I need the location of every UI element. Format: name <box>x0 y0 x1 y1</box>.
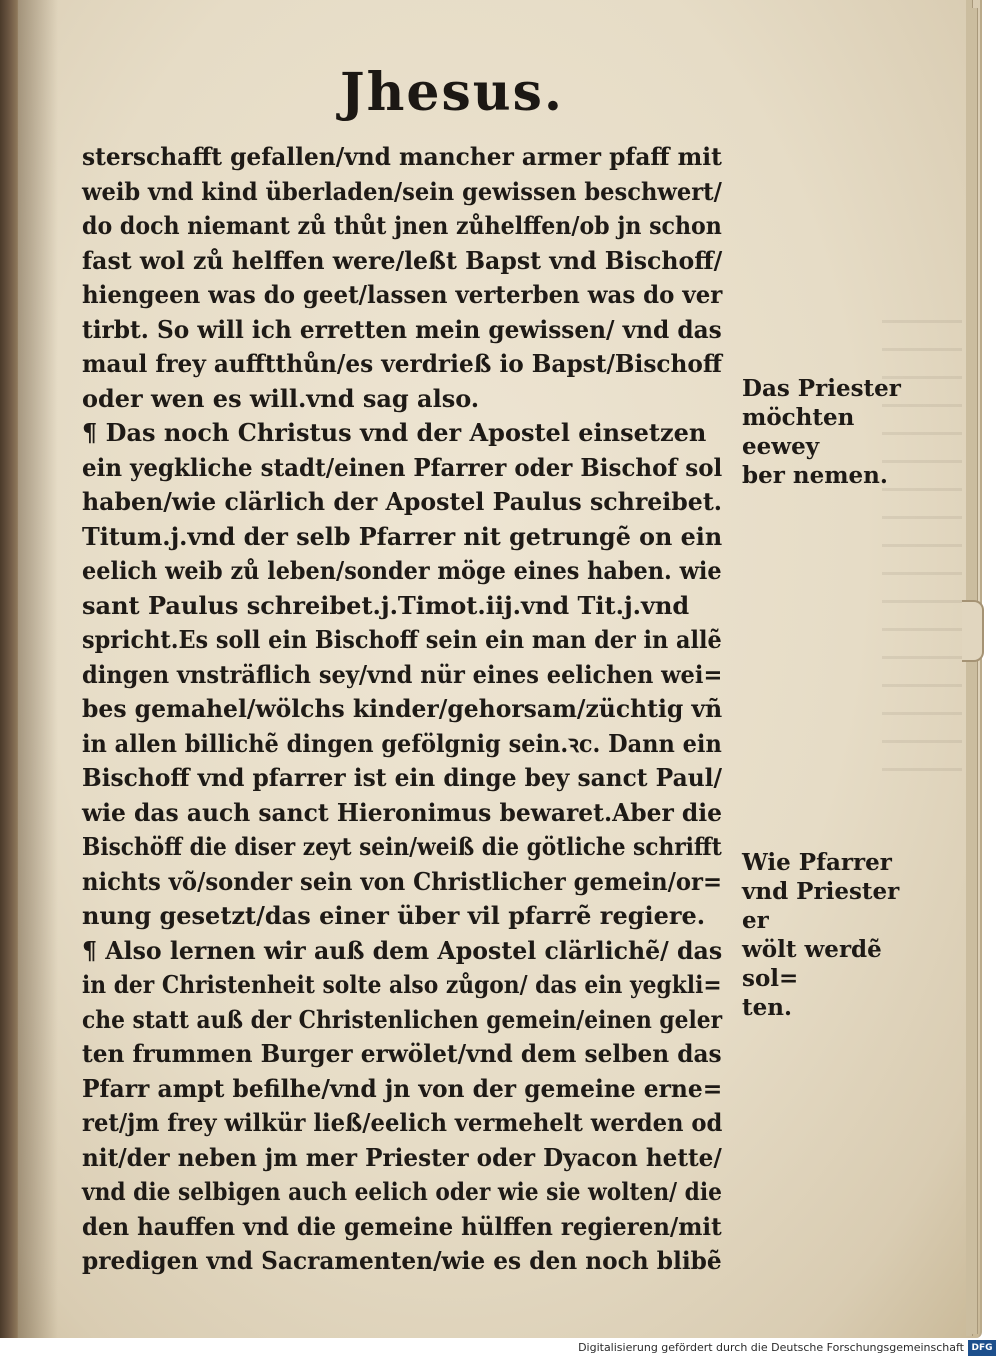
text-line: in der Christenheit solte also zůgon/ das ein yegkli= <box>82 970 722 999</box>
text-line: che statt auß der Christenlichen gemein/einen geler <box>82 1004 723 1034</box>
page-tab-marker <box>962 600 984 662</box>
marginal-note-line: vnd Priester er <box>742 878 900 934</box>
dfg-logo: DFG <box>968 1340 996 1356</box>
text-line: fast wol zů helffen were/leßt Bapst vnd Bischoff/ <box>82 245 723 275</box>
text-line: ten frummen Burger erwölet/vnd dem selben das <box>82 1039 722 1068</box>
text-line: maul frey aufftthůn/es verdrieß io Bapst/Bischoff <box>82 349 722 378</box>
text-line: oder wen es will.vnd sag also. <box>82 383 480 413</box>
text-line: eelich weib zů leben/sonder möge eines haben. wie <box>82 556 722 585</box>
text-line: spricht.Es soll ein Bischoff sein ein man der in allẽ <box>82 625 722 654</box>
marginal-note-line: wölt werdẽ sol= <box>742 936 882 992</box>
text-line: Bischoff vnd pfarrer ist ein dinge bey sanct Paul/ <box>82 763 723 792</box>
text-line: ¶ Das noch Christus vnd der Apostel einsetzen <box>82 418 707 447</box>
text-line: sant Paulus schreibet.j.Timot.iij.vnd Tit.j.vnd <box>82 590 690 620</box>
text-line: ret/jm frey wilkür ließ/eelich vermehelt werden od <box>82 1108 723 1137</box>
text-line: ein yegkliche stadt/einen Pfarrer oder Bischof sol <box>82 452 723 482</box>
text-line: dingen vnsträflich sey/vnd nür eines eelichen wei= <box>82 659 723 689</box>
marginal-note <box>742 848 932 1022</box>
text-line: in allen billichẽ dingen gefölgnig sein.ꝛc. Dann ein <box>82 728 722 758</box>
page-gutter-shadow <box>18 0 58 1338</box>
text-line: haben/wie clärlich der Apostel Paulus schreibet. <box>82 487 722 516</box>
running-head: Jhesus. <box>340 62 564 123</box>
marginal-note-line: ten. <box>742 994 792 1021</box>
text-line: den hauffen vnd die gemeine hülffen regieren/mit <box>82 1211 722 1241</box>
page-stack-edge <box>972 8 978 1334</box>
funding-credit: Digitalisierung gefördert durch die Deutsche Forschungsgemeinschaft <box>578 1341 964 1354</box>
text-line: nit/der neben jm mer Priester oder Dyacon hette/ <box>82 1142 722 1172</box>
marginal-note-line: Wie Pfarrer <box>742 849 892 876</box>
marginal-note <box>742 374 932 490</box>
text-line: nung gesetzt/das einer über vil pfarrẽ regiere. <box>82 901 706 930</box>
marginal-note-line: möchten eewey <box>742 404 855 460</box>
text-line: sterschafft gefallen/vnd mancher armer pfaff mit <box>82 142 722 171</box>
text-line: hiengeen was do geet/lassen verterben was do ver <box>82 280 723 309</box>
text-line: bes gemahel/wölchs kinder/gehorsam/züchtig vñ <box>82 694 723 723</box>
marginal-note-line: ber nemen. <box>742 462 888 489</box>
text-line: tirbt. So will ich erretten mein gewissen/ vnd das <box>82 314 722 344</box>
text-line: Pfarr ampt befilhe/vnd jn von der gemeine erne= <box>82 1073 723 1103</box>
text-line: predigen vnd Sacramenten/wie es den noch blibẽ <box>82 1246 722 1275</box>
text-line: weib vnd kind überladen/sein gewissen beschwert/ <box>82 176 722 206</box>
text-line: wie das auch sanct Hieronimus bewaret.Aber die <box>82 797 723 827</box>
text-line: Bischöff die diser zeyt sein/weiß die götliche schrifft <box>82 832 722 861</box>
text-line: do doch niemant zů thůt jnen zůhelffen/ob jn schon <box>82 211 722 240</box>
marginal-note-line: Das Priester <box>742 375 901 402</box>
text-line: Titum.j.vnd der selb Pfarrer nit getrungẽ on ein <box>82 521 723 551</box>
body-text-block <box>82 140 722 1279</box>
text-line: ¶ Also lernen wir auß dem Apostel clärlichẽ/ das <box>82 935 723 965</box>
text-line: nichts võ/sonder sein von Christlicher gemein/or= <box>82 866 723 896</box>
text-line: vnd die selbigen auch eelich oder wie sie wolten/ die <box>82 1177 722 1206</box>
